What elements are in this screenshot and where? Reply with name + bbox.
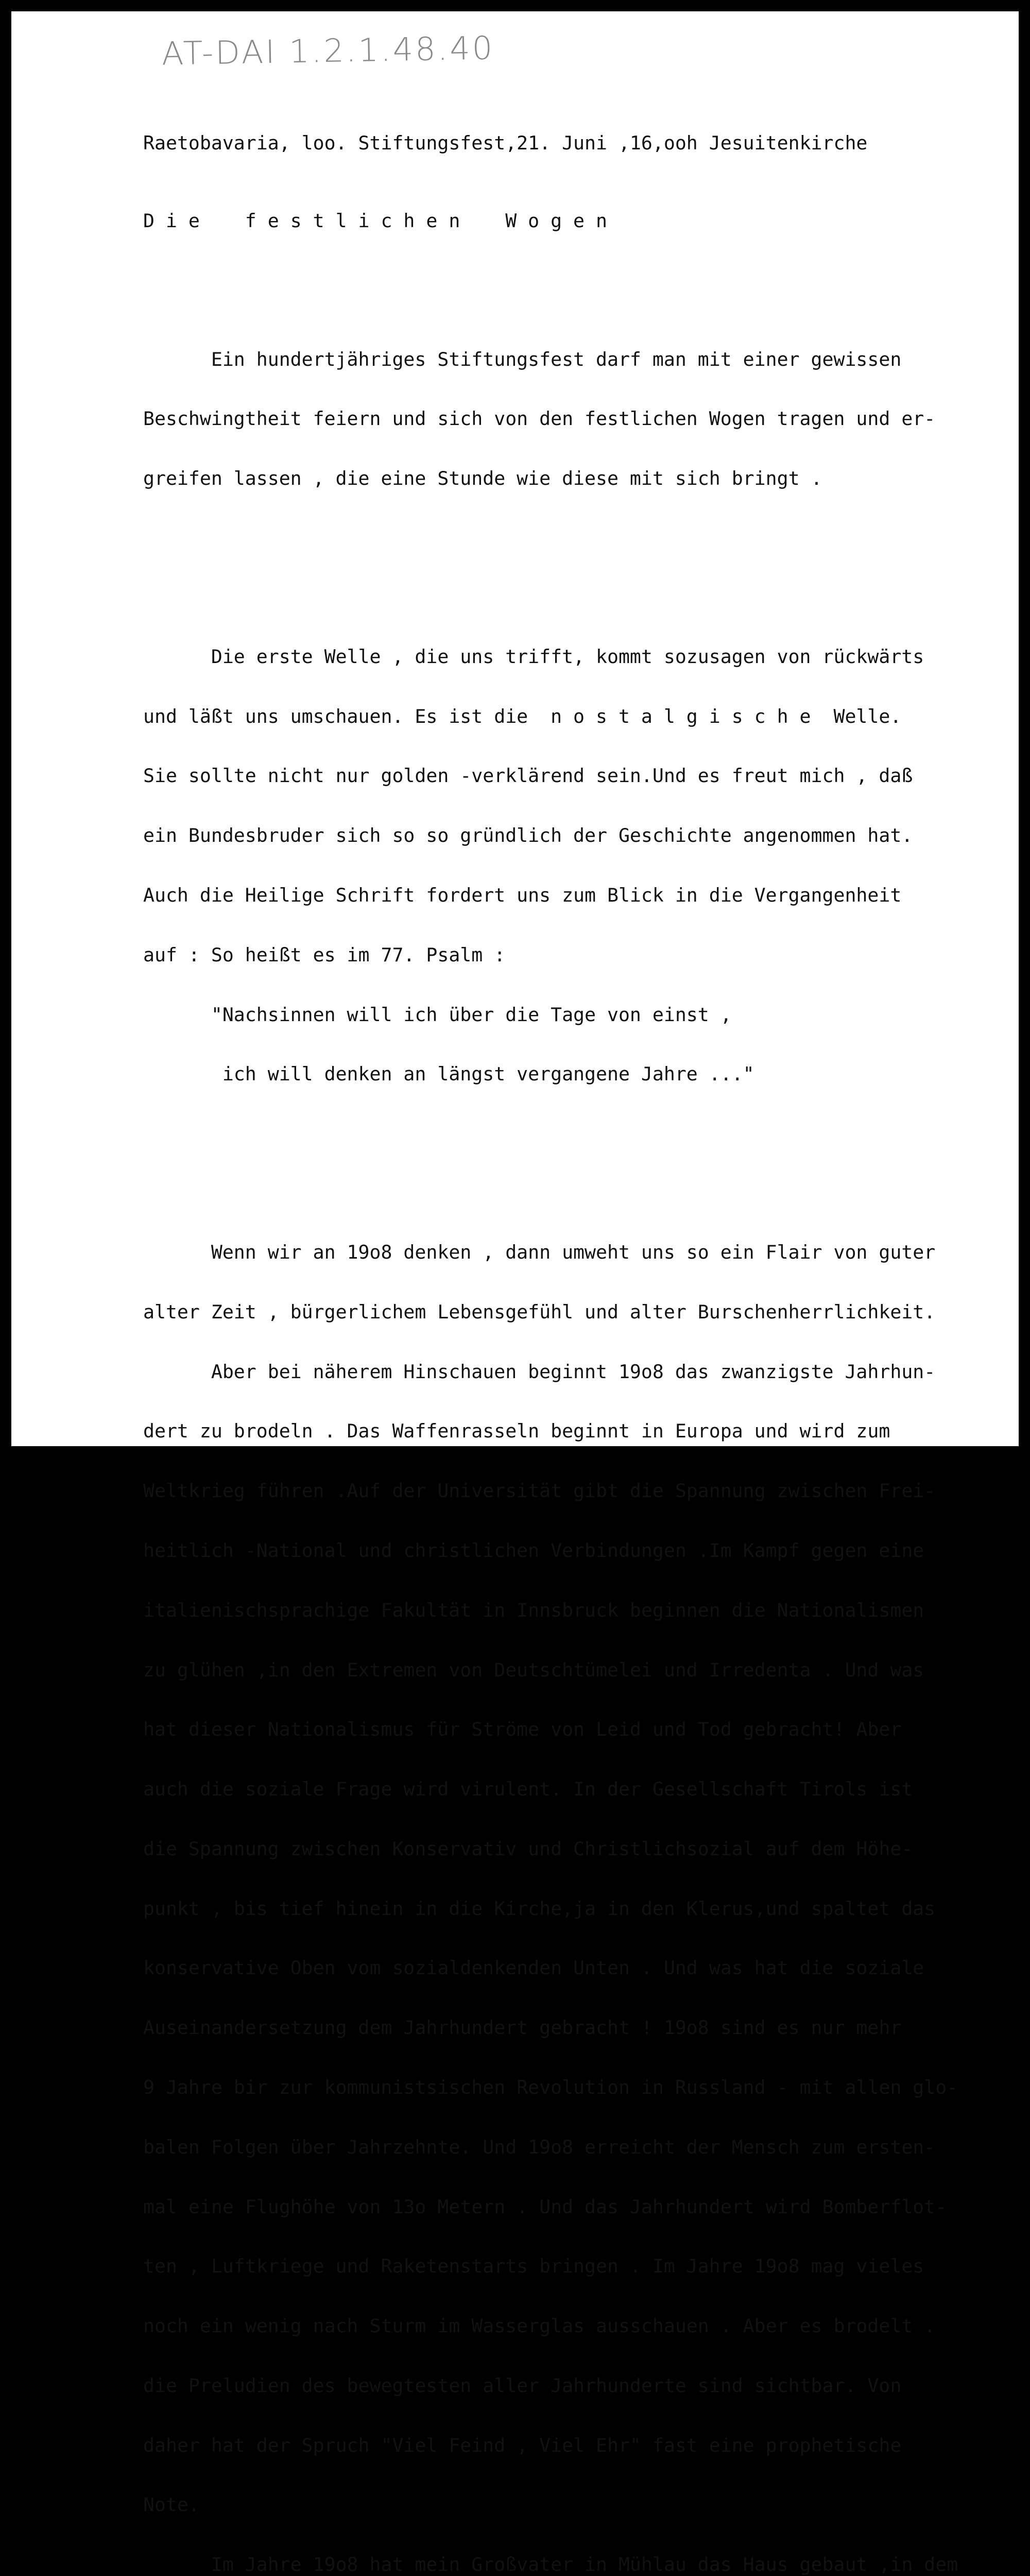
text-line: konservative Oben vom sozialdenkenden Unten . Und was hat die soziale (143, 1957, 924, 1979)
text-line: daher hat der Spruch "Viel Feind , Viel Ehr" fast eine prophetische (143, 2434, 902, 2456)
text-line: greifen lassen , die eine Stunde wie diese mit sich bringt . (143, 467, 822, 490)
paragraph-1 (143, 310, 1019, 529)
document-page (11, 11, 1019, 2576)
text-line: mal eine Flughöhe von 13o Metern . Und das Jahrhundert wird Bomberflot- (143, 2195, 947, 2218)
text-line: Die erste Welle , die uns trifft, kommt sozusagen von rückwärts (143, 645, 924, 668)
text-line: Auch die Heilige Schrift fordert uns zum Blick in die Vergangenheit (143, 884, 902, 906)
document-header: Raetobavaria, loo. Stiftungsfest,21. Juni ,16,ooh Jesuitenkirche (143, 132, 868, 155)
text-line: auch die soziale Frage wird virulent. In der Gesellschaft Tirols ist (143, 1778, 913, 1801)
text-line: und läßt uns umschauen. Es ist die n o s t a l g i s c h e Welle. (143, 705, 902, 727)
text-line: Aber bei näherem Hinschauen beginnt 19o8 das zwanzigste Jahrhun- (143, 1360, 936, 1383)
text-line: heitlich -National und christlichen Verbindungen .Im Kampf gegen eine (143, 1539, 924, 1562)
paragraph-2 (143, 607, 1019, 1124)
paragraph-3 (143, 1203, 1019, 2576)
text-line: ten , Luftkriege und Raketenstarts bringen . Im Jahre 19o8 mag vieles (143, 2255, 924, 2278)
document-title: D i e f e s t l i c h e n W o g e n (143, 209, 607, 232)
text-line: Wenn wir an 19o8 denken , dann umweht uns so ein Flair von guter (143, 1241, 936, 1264)
text-line: die Preludien des bewegtesten aller Jahrhunderte sind sichtbar. Von (143, 2374, 902, 2397)
text-line: alter Zeit , bürgerlichem Lebensgefühl und alter Burschenherrlichkeit. (143, 1300, 936, 1323)
psalm-quote-line: ich will denken an längst vergangene Jahre ..." (143, 1063, 754, 1086)
text-line: Note. (143, 2494, 200, 2516)
text-line: italienischsprachige Fakultät in Innsbruck beginnen die Nationalismen (143, 1599, 924, 1621)
text-line: Sie sollte nicht nur golden -verklärend sein.Und es freut mich , daß (143, 765, 913, 787)
text-line: hat dieser Nationalismus für Ströme von Leid und Tod gebracht! Aber (143, 1718, 902, 1741)
text-line: 9 Jahre bir zur kommunistsischen Revolution in Russland - mit allen glo- (143, 2076, 958, 2098)
text-line: dert zu brodeln . Das Waffenrasseln beginnt in Europa und wird zum (143, 1420, 890, 1443)
text-line: Im Jahre 19o8 hat mein Großvater in Mühlau das Haus gebaut ,in dem (143, 2553, 958, 2576)
psalm-quote-line: "Nachsinnen will ich über die Tage von einst , (143, 1003, 732, 1026)
text-line: auf : So heißt es im 77. Psalm : (143, 943, 506, 966)
text-line: Auseinandersetzung dem Jahrhundert gebracht ! 19o8 sind es nur mehr (143, 2016, 902, 2039)
text-line: punkt , bis tief hinein in die Kirche,ja in den Klerus,und spaltet das (143, 1897, 936, 1920)
text-line: noch ein wenig nach Sturm im Wasserglas ausschauen . Aber es brodelt . (143, 2315, 936, 2337)
text-line: Beschwingtheit feiern und sich von den festlichen Wogen tragen und er- (143, 408, 936, 430)
text-line: ein Bundesbruder sich so so gründlich der Geschichte angenommen hat. (143, 824, 913, 847)
text-line: zu glühen ,in den Extremen von Deutschtümelei und Irredenta . Und was (143, 1658, 924, 1681)
text-line: Ein hundertjähriges Stiftungsfest darf man mit einer gewissen (143, 348, 902, 370)
text-line: die Spannung zwischen Konservativ und Christlichsozial auf dem Höhe- (143, 1837, 913, 1860)
document-body (143, 94, 1019, 2576)
text-line: Weltkrieg führen .Auf der Universität gibt die Spannung zwischen Frei- (143, 1480, 936, 1502)
text-line: balen Folgen über Jahrzehnte. Und 19o8 erreicht der Mensch zum ersten- (143, 2136, 936, 2158)
archive-signature: AT-DAI 1.2.1.48.40 (161, 29, 495, 73)
